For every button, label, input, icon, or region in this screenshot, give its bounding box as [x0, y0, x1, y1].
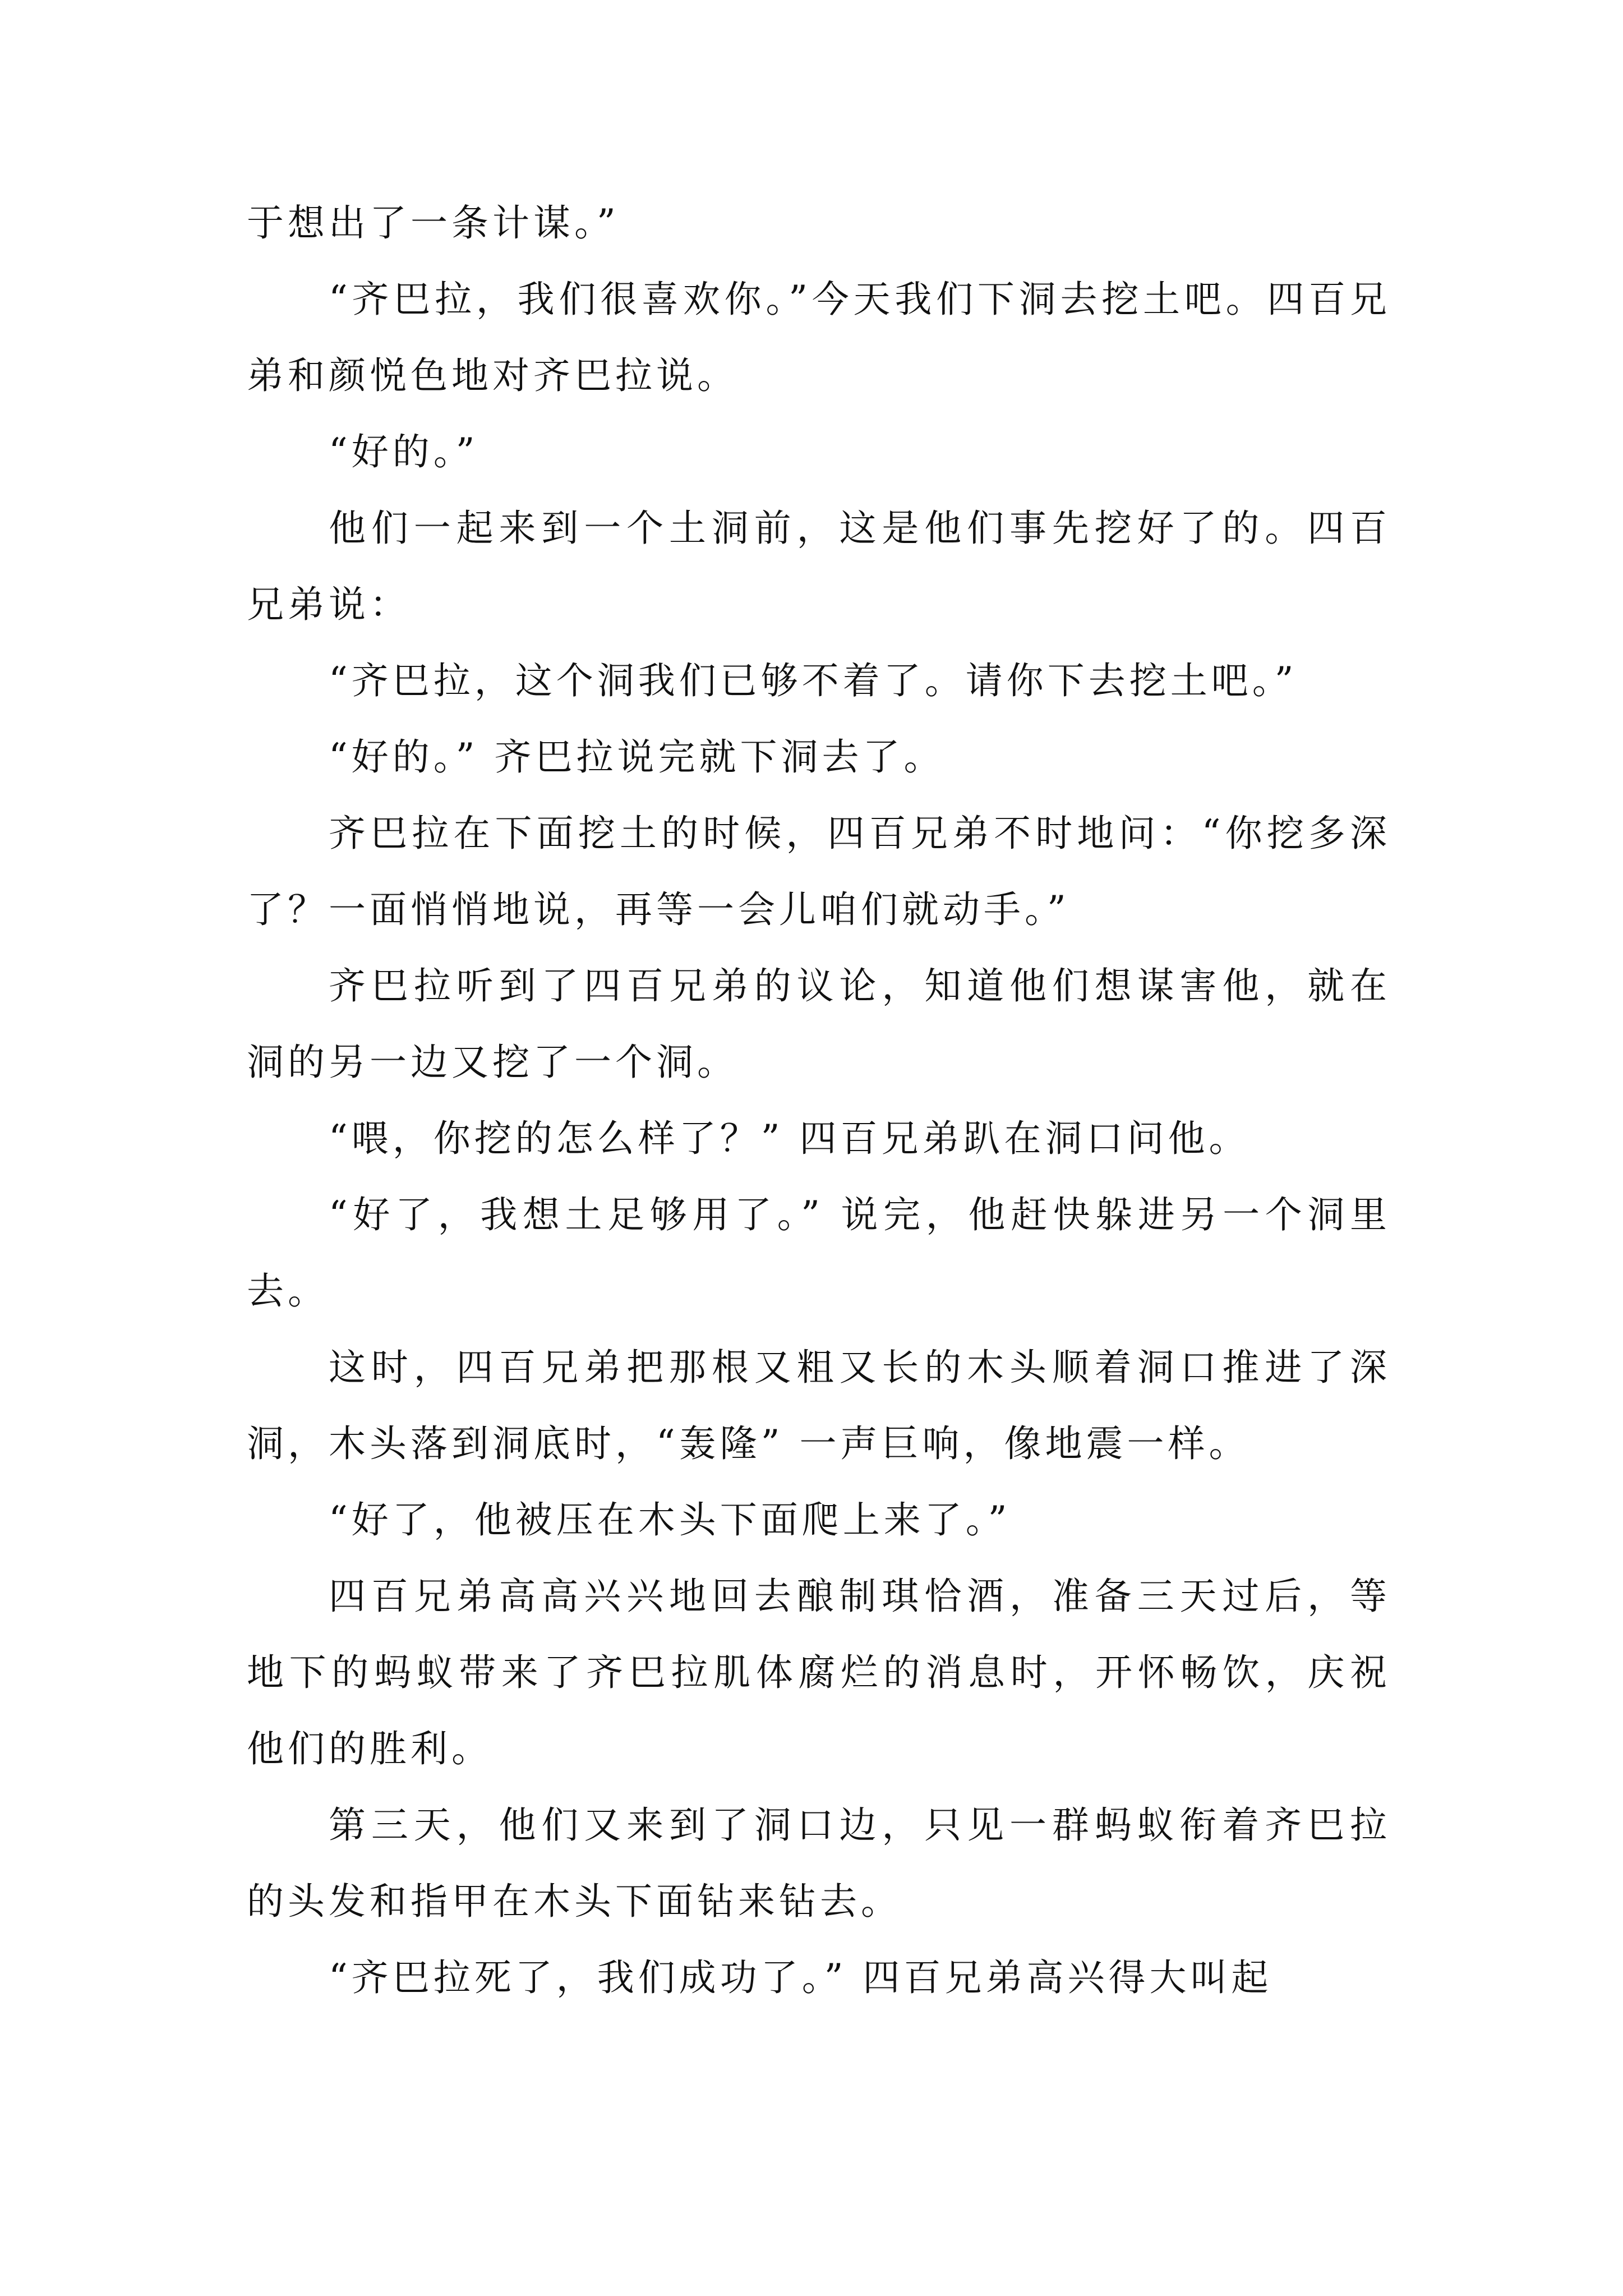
paragraph: “好的。” [329, 430, 479, 473]
paragraph: “好了，我想土足够用了。” 说完，他赶快躲进另一个洞里去。 [247, 1193, 1391, 1313]
paragraph: “齐巴拉，这个洞我们已够不着了。请你下去挖土吧。” [329, 659, 1298, 702]
paragraph: 四百兄弟高高兴兴地回去酿制琪恰酒，准备三天过后，等地下的蚂蚁带来了齐巴拉肌体腐烂的消息时，开怀畅饮，庆祝他们的胜利。 [247, 1575, 1391, 1770]
paragraph: “齐巴拉死了，我们成功了。” 四百兄弟高兴得大叫起 [329, 1956, 1272, 1999]
paragraph: 这时，四百兄弟把那根又粗又长的木头顺着洞口推进了深洞，木头落到洞底时，“轰隆” 一声巨响，像地震一样。 [247, 1346, 1391, 1465]
paragraph: 齐巴拉听到了四百兄弟的议论，知道他们想谋害他，就在洞的另一边又挖了一个洞。 [247, 964, 1391, 1084]
paragraph: “好了，他被压在木头下面爬上来了。” [329, 1498, 1011, 1542]
paragraph: “喂，你挖的怎么样了？” 四百兄弟趴在洞口问他。 [329, 1117, 1250, 1160]
document-body [247, 185, 1391, 2016]
paragraph: “好的。” 齐巴拉说完就下洞去了。 [329, 735, 945, 779]
paragraph: “齐巴拉，我们很喜欢你。”今天我们下洞去挖土吧。四百兄弟和颜悦色地对齐巴拉说。 [247, 278, 1391, 397]
paragraph: 齐巴拉在下面挖土的时候，四百兄弟不时地问：“你挖多深了？一面悄悄地说，再等一会儿咱们就动手。” [247, 812, 1391, 931]
paragraph: 他们一起来到一个土洞前，这是他们事先挖好了的。四百兄弟说： [247, 507, 1391, 626]
paragraph: 于想出了一条计谋。” [247, 201, 620, 245]
paragraph: 第三天，他们又来到了洞口边，只见一群蚂蚁衔着齐巴拉的头发和指甲在木头下面钻来钻去。 [247, 1803, 1391, 1923]
